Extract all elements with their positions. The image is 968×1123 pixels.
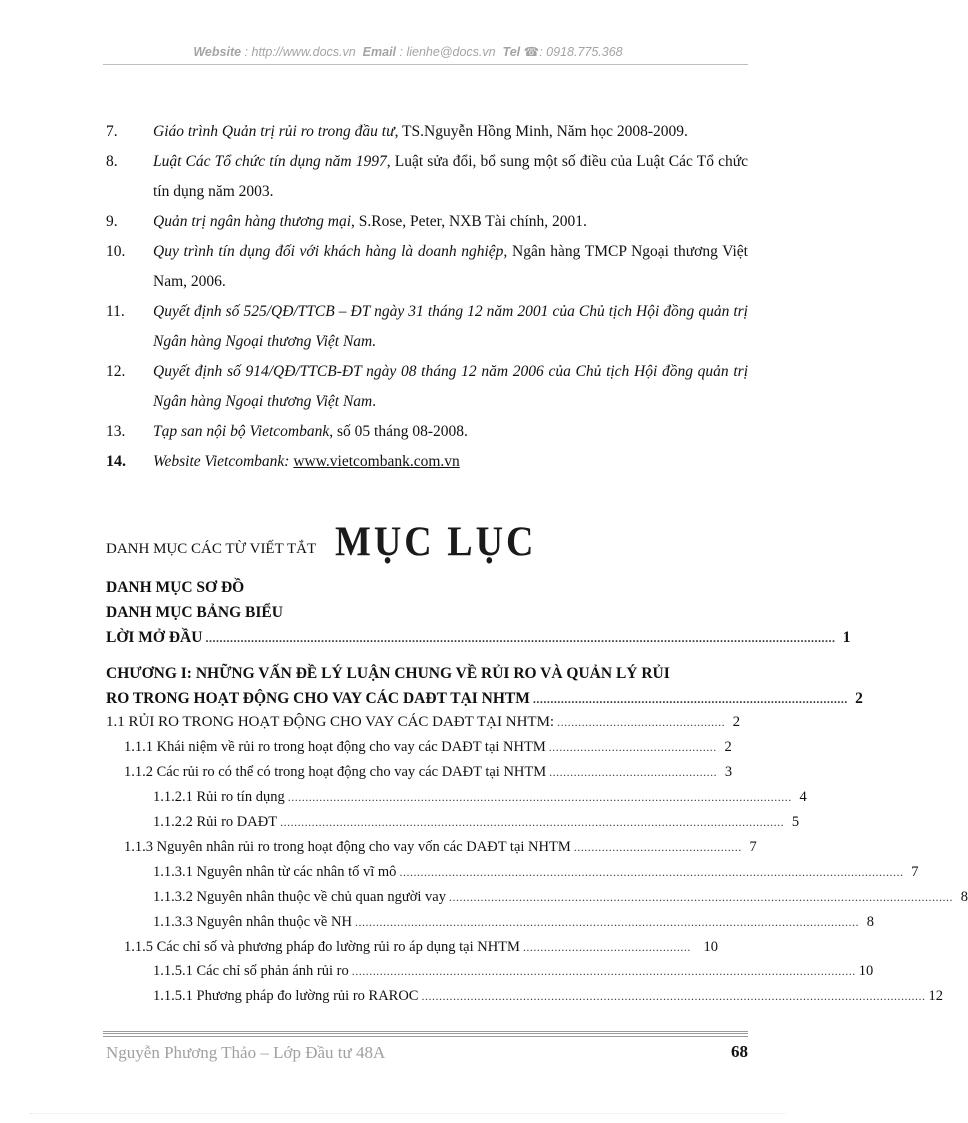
toc-entry[interactable] bbox=[106, 690, 863, 708]
toc-leader: ................................................ bbox=[549, 765, 718, 779]
toc-leader: ................................................................................................................................................ bbox=[399, 865, 904, 879]
website-value: : http://www.docs.vn bbox=[244, 45, 356, 59]
toc-entry-label: RO TRONG HOẠT ĐỘNG CHO VAY CÁC DAĐT TẠI NHTM bbox=[106, 690, 530, 707]
toc-entry-label: 1.1.3.2 Nguyên nhân thuộc về chủ quan người vay bbox=[153, 889, 446, 905]
reference-number: 14. bbox=[106, 453, 126, 470]
toc-entry[interactable] bbox=[124, 764, 733, 781]
toc-leader: .................................................................................................................................................................................... bbox=[205, 631, 836, 645]
reference-number: 11. bbox=[106, 303, 125, 320]
toc-page-number: 2 bbox=[724, 739, 732, 755]
toc-entry[interactable] bbox=[153, 789, 807, 806]
toc-entry[interactable] bbox=[153, 814, 800, 831]
toc-entry[interactable] bbox=[106, 714, 741, 731]
footer-author: Nguyễn Phương Thảo – Lớp Đầu tư 48A bbox=[106, 1043, 386, 1062]
reference-title: Website Vietcombank: bbox=[153, 453, 290, 470]
reference-item bbox=[106, 297, 748, 357]
reference-details: Ngân hàng TMCP Ngoại thương Việt Nam, 2006. bbox=[153, 243, 748, 290]
toc-page-number: 10 bbox=[703, 939, 718, 955]
toc-entry[interactable] bbox=[153, 963, 874, 980]
toc-entry-label: LỜI MỞ ĐẦU bbox=[106, 629, 203, 646]
toc-leader: ................................................ bbox=[573, 840, 742, 854]
reference-number: 9. bbox=[106, 213, 118, 230]
toc-page-number: 8 bbox=[960, 889, 968, 905]
toc-entry-label: 1.1 RỦI RO TRONG HOẠT ĐỘNG CHO VAY CÁC DAĐT TẠI NHTM: bbox=[106, 714, 555, 730]
toc-page-number: 1 bbox=[842, 629, 851, 646]
toc-entry[interactable] bbox=[124, 839, 757, 856]
toc-leader: ................................................ bbox=[522, 940, 691, 954]
reference-link[interactable]: www.vietcombank.com.vn bbox=[293, 453, 460, 470]
reference-title: Luật Các Tổ chức tín dụng năm 1997 bbox=[153, 153, 387, 170]
toc-page-number: 7 bbox=[911, 864, 919, 880]
reference-number: 8. bbox=[106, 153, 118, 170]
toc-entry-label: 1.1.2.2 Rủi ro DAĐT bbox=[153, 814, 278, 830]
toc-page-number: 4 bbox=[799, 789, 807, 805]
reference-details: , TS.Nguyễn Hồng Minh, Năm học 2008-2009. bbox=[394, 123, 688, 140]
toc-entry[interactable] bbox=[106, 579, 244, 597]
toc-leader: ................................................................................................................................................ bbox=[354, 915, 859, 929]
reference-item bbox=[106, 417, 748, 447]
reference-details: . bbox=[372, 393, 377, 410]
toc-entry-label: DANH MỤC BẢNG BIỂU bbox=[106, 604, 283, 621]
email-value: : lienhe@docs.vn bbox=[399, 45, 496, 59]
reference-number: 12. bbox=[106, 363, 126, 380]
toc-page-number: 3 bbox=[724, 764, 733, 780]
page-number: 68 bbox=[731, 1042, 748, 1061]
toc-leader: ................................................ bbox=[557, 715, 726, 729]
toc-entry[interactable] bbox=[124, 939, 718, 956]
website-label: Website bbox=[193, 45, 242, 59]
tel-value: : 0918.775.368 bbox=[539, 45, 623, 59]
toc-entry-label: CHƯƠNG I: NHỮNG VẤN ĐỀ LÝ LUẬN CHUNG VỀ RỦI RO VÀ QUẢN LÝ RỦI bbox=[106, 665, 670, 682]
toc-entry-label: 1.1.2 Các rủi ro có thể có trong hoạt động cho vay các DAĐT tại NHTM bbox=[124, 764, 547, 780]
reference-details: , Luật sửa đổi, bổ sung một số điều của Luật Các Tổ chức tín dụng năm 2003. bbox=[153, 153, 748, 200]
toc-page-number: 12 bbox=[928, 988, 943, 1004]
reference-item bbox=[106, 447, 748, 477]
reference-details: số 05 tháng 08-2008. bbox=[333, 423, 468, 440]
reference-title: Quản trị ngân hàng thương mại bbox=[153, 213, 351, 230]
toc-entry-label: 1.1.1 Khái niệm về rủi ro trong hoạt động cho vay các DAĐT tại NHTM bbox=[124, 739, 546, 755]
toc-entry-label: 1.1.2.1 Rủi ro tín dụng bbox=[153, 789, 285, 805]
toc-page-number: 2 bbox=[855, 690, 863, 707]
footer-divider-thin bbox=[103, 1036, 748, 1037]
toc-leader: ................................................................................................................................................ bbox=[351, 964, 856, 978]
reference-number: 10. bbox=[106, 243, 126, 260]
toc-entry-label: 1.1.5 Các chỉ số và phương pháp đo lường rủi ro áp dụng tại NHTM bbox=[124, 939, 520, 955]
toc-leader: ................................................ bbox=[548, 740, 717, 754]
tel-label: Tel bbox=[502, 45, 521, 59]
reference-title: Giáo trình Quản trị rủi ro trong đầu tư bbox=[153, 123, 395, 140]
email-label: Email bbox=[362, 45, 397, 59]
toc-leader: ................................................................................................................................................ bbox=[421, 989, 926, 1003]
footer-divider bbox=[103, 1031, 748, 1034]
reference-details: , S.Rose, Peter, NXB Tài chính, 2001. bbox=[351, 213, 587, 230]
toc-page-number: 2 bbox=[732, 714, 741, 730]
toc-entry[interactable] bbox=[106, 604, 283, 622]
reference-title: Quyết định số 525/QĐ/TTCB – ĐT ngày 31 tháng 12 năm 2001 của Chủ tịch Hội đồng quản trị Ngân hàng Ngoại thương Việt Nam. bbox=[153, 303, 748, 350]
toc-page-number: 5 bbox=[791, 814, 800, 830]
toc-entry[interactable] bbox=[106, 541, 316, 558]
reference-number: 7. bbox=[106, 123, 118, 140]
toc-page-number: 10 bbox=[858, 963, 874, 979]
reference-title: Quyết định số 914/QĐ/TTCB-ĐT ngày 08 tháng 12 năm 2006 của Chủ tịch Hội đồng quản trị Ngân hàng Ngoại thương Việt Nam bbox=[153, 363, 748, 410]
reference-item bbox=[106, 117, 748, 147]
reference-list bbox=[106, 117, 748, 477]
toc-entry-label: 1.1.3 Nguyên nhân rủi ro trong hoạt động cho vay vốn các DAĐT tại NHTM bbox=[124, 839, 571, 855]
toc-entry[interactable] bbox=[106, 629, 851, 647]
toc-heading: MỤC LỤC bbox=[335, 518, 537, 566]
toc-entry-label: 1.1.3.1 Nguyên nhân từ các nhân tố vĩ mô bbox=[153, 864, 397, 880]
reference-item bbox=[106, 237, 748, 297]
toc-entry-label: DANH MỤC SƠ ĐỒ bbox=[106, 579, 245, 596]
phone-icon: ☎ bbox=[523, 45, 540, 59]
toc-entry[interactable] bbox=[153, 914, 874, 931]
reference-title: Quy trình tín dụng đối với khách hàng là doanh nghiệp, bbox=[153, 243, 508, 260]
reference-item bbox=[106, 357, 748, 417]
toc-leader: ................................................................................................................................................ bbox=[280, 815, 785, 829]
header-divider bbox=[103, 64, 748, 65]
toc-page-number: 7 bbox=[749, 839, 757, 855]
toc-entry[interactable] bbox=[106, 665, 670, 683]
toc-page-number: 8 bbox=[866, 914, 874, 930]
toc-entry-label: DANH MỤC CÁC TỪ VIẾT TẮT bbox=[106, 541, 317, 557]
reference-item bbox=[106, 147, 748, 207]
toc-leader: ................................................................................................................................................ bbox=[287, 790, 792, 804]
toc-entry[interactable] bbox=[153, 864, 919, 881]
toc-entry[interactable] bbox=[153, 889, 968, 906]
reference-item bbox=[106, 207, 748, 237]
toc-entry-label: 1.1.3.3 Nguyên nhân thuộc về NH bbox=[153, 914, 352, 930]
toc-leader: ................................................................................................................................................ bbox=[448, 890, 953, 904]
toc-entry[interactable] bbox=[124, 739, 732, 756]
page-bottom-border bbox=[30, 1113, 786, 1114]
toc-entry-label: 1.1.5.1 Phương pháp đo lường rủi ro RAROC bbox=[153, 988, 419, 1004]
toc-entry-label: 1.1.5.1 Các chỉ số phản ánh rủi ro bbox=[153, 963, 349, 979]
page-header bbox=[0, 44, 816, 59]
reference-number: 13. bbox=[106, 423, 126, 440]
toc-leader: .......................................................................................... bbox=[532, 692, 848, 706]
reference-title: Tạp san nội bộ Vietcombank, bbox=[153, 423, 334, 440]
toc-entry[interactable] bbox=[153, 988, 943, 1005]
